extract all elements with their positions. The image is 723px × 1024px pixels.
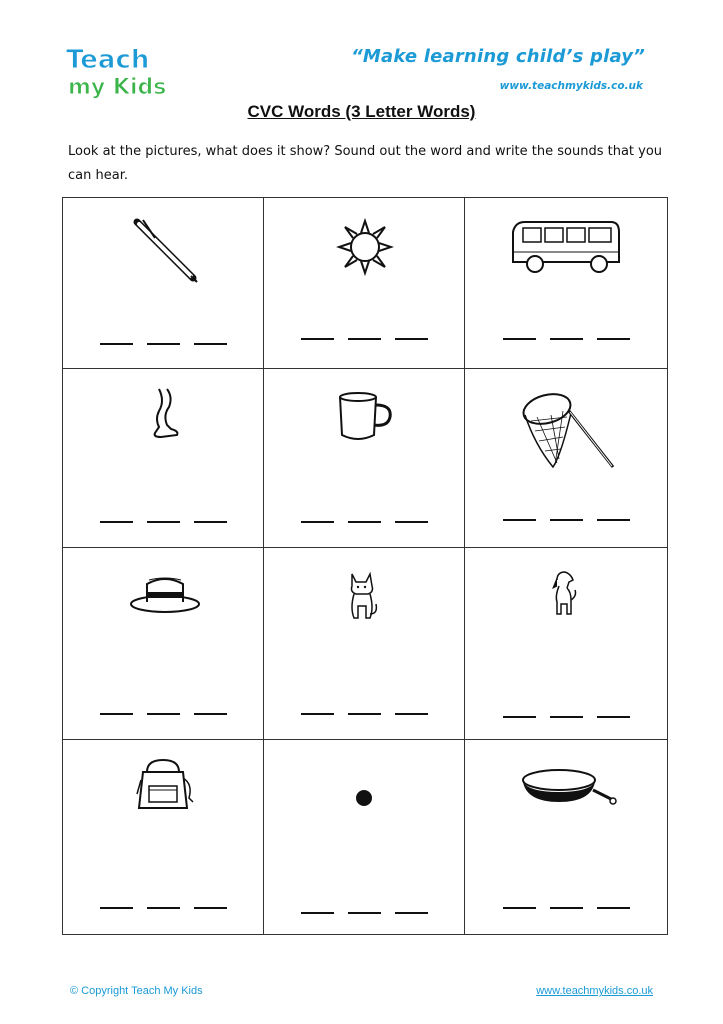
footer-copyright: © Copyright Teach My Kids — [70, 985, 203, 997]
tagline: “Make learning child’s play” — [351, 46, 645, 67]
pen-icon — [125, 216, 205, 286]
cell-hat — [63, 548, 264, 740]
instructions: Look at the pictures, what does it show? Sound out the word and write the sounds that you can hear. — [68, 144, 663, 183]
worksheet-grid — [62, 197, 668, 935]
van-icon — [507, 218, 625, 276]
cell-bag — [63, 740, 264, 935]
letter-blanks[interactable] — [465, 716, 667, 718]
letter-blanks[interactable] — [264, 713, 464, 715]
letter-blanks[interactable] — [63, 343, 263, 345]
letter-blanks[interactable] — [264, 521, 464, 523]
cell-sun — [264, 198, 465, 369]
cell-dot — [264, 740, 465, 935]
letter-blanks[interactable] — [63, 713, 263, 715]
letter-blanks[interactable] — [264, 338, 464, 340]
leg-icon — [147, 387, 181, 439]
bag-icon — [133, 758, 197, 814]
cell-van — [465, 198, 668, 369]
logo-line2: my Kids — [68, 75, 167, 100]
mug-icon — [336, 391, 396, 443]
cell-dog — [465, 548, 668, 740]
cell-leg — [63, 369, 264, 548]
cell-cat — [264, 548, 465, 740]
letter-blanks[interactable] — [465, 907, 667, 909]
cell-net — [465, 369, 668, 548]
letter-blanks[interactable] — [63, 521, 263, 523]
cell-pen — [63, 198, 264, 369]
footer-link[interactable]: www.teachmykids.co.uk — [536, 985, 653, 997]
sun-icon — [336, 218, 394, 276]
logo-line1: Teach — [66, 45, 150, 75]
dog-icon — [549, 570, 579, 618]
letter-blanks[interactable] — [63, 907, 263, 909]
letter-blanks[interactable] — [465, 338, 667, 340]
pan-icon — [519, 766, 619, 814]
cell-mug — [264, 369, 465, 548]
cell-pan — [465, 740, 668, 935]
teach-my-kids-logo — [62, 40, 170, 102]
dot-icon — [354, 788, 374, 808]
hat-icon — [127, 570, 203, 614]
net-icon — [517, 387, 617, 473]
header-website[interactable]: www.teachmykids.co.uk — [499, 80, 643, 92]
cat-icon — [344, 570, 380, 622]
letter-blanks[interactable] — [264, 912, 464, 914]
letter-blanks[interactable] — [465, 519, 667, 521]
worksheet-title: CVC Words (3 Letter Words) — [247, 102, 476, 121]
